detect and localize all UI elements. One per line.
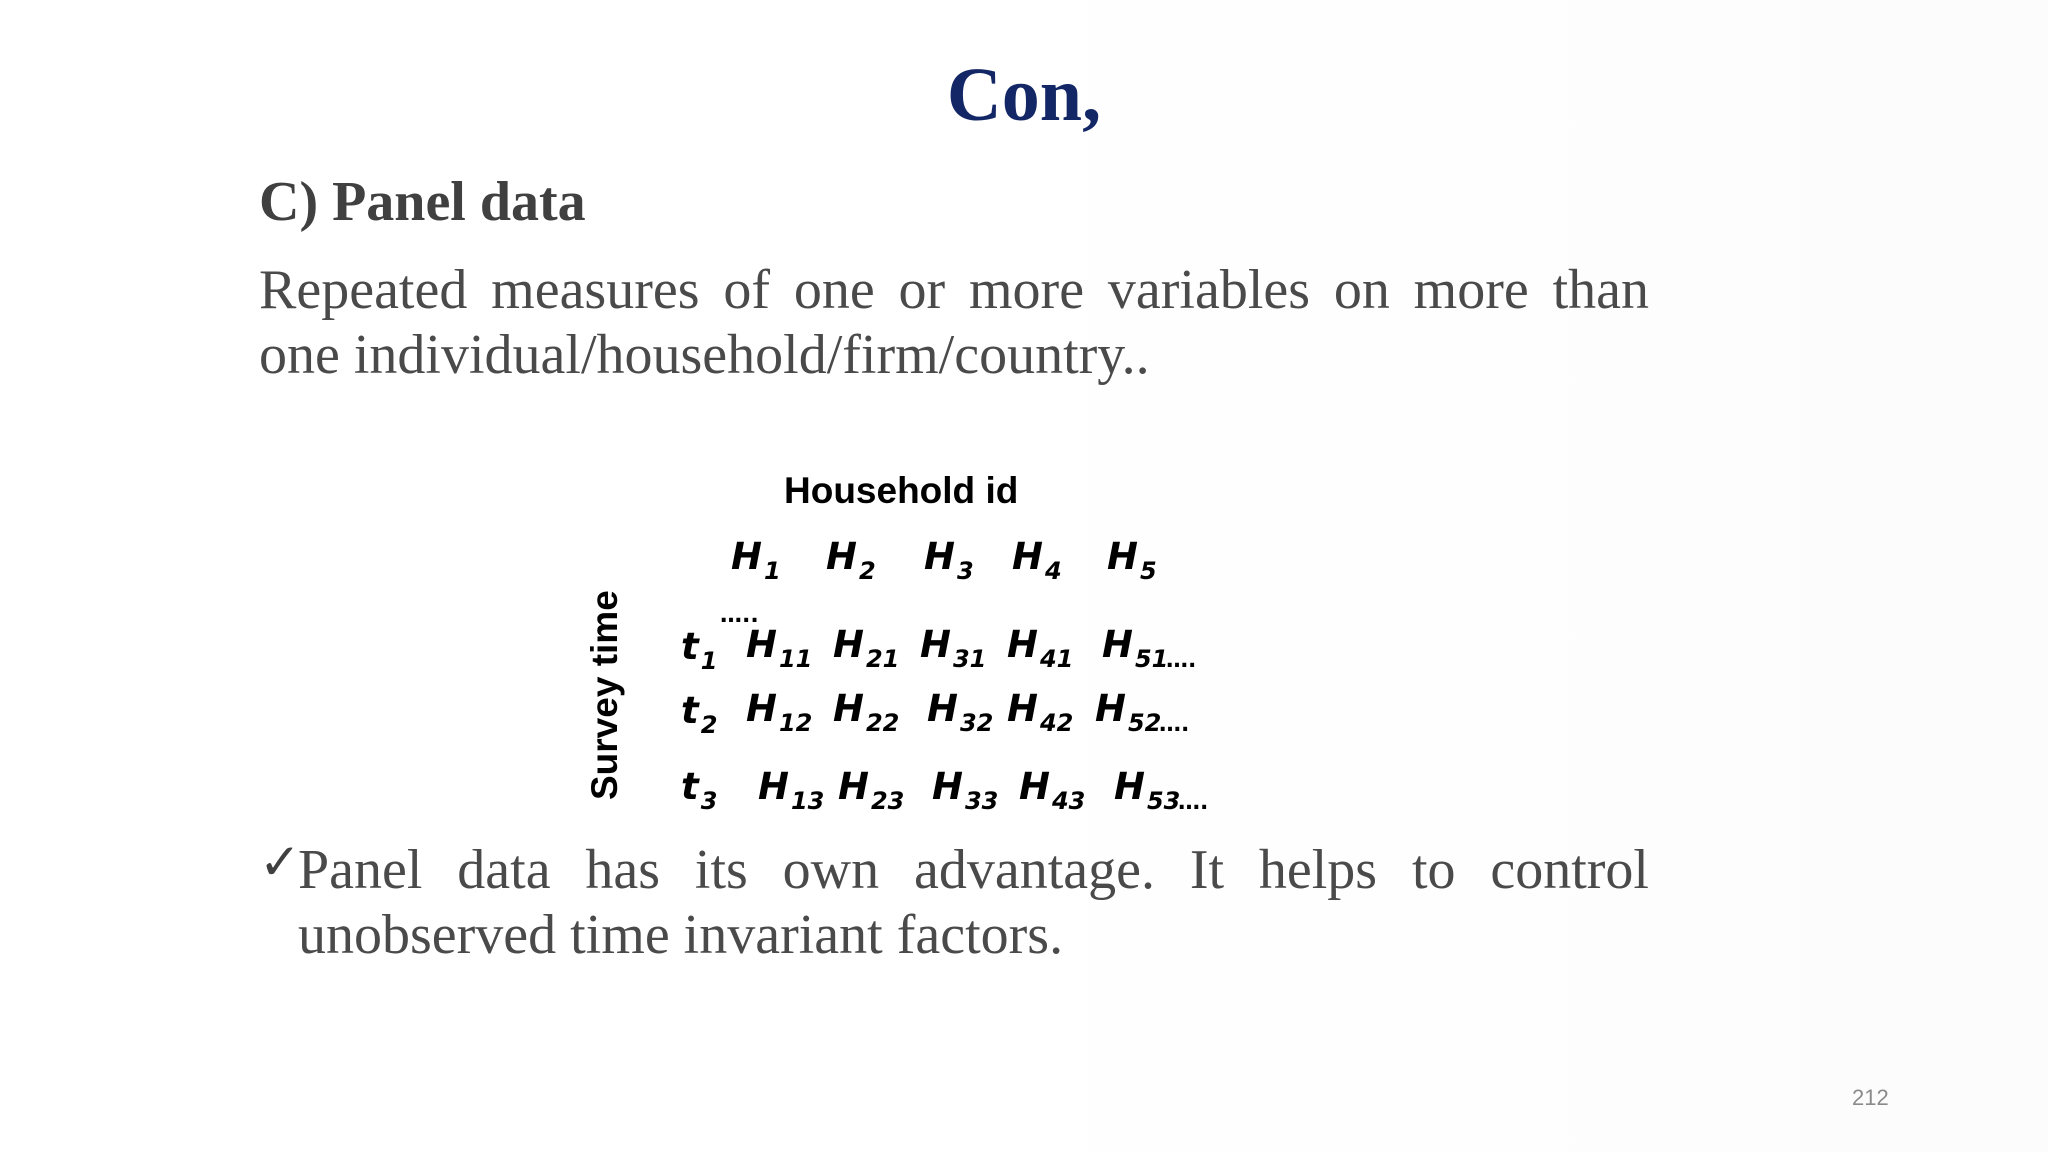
cell-h41: $H_{41}$ (1007, 623, 1074, 673)
time-label-t2: $t_2$ (681, 689, 718, 739)
slide-title-text: Con, (946, 53, 1102, 137)
conclusion-line-2: unobserved time invariant factors. (298, 904, 1064, 966)
cell-h53: $H_{53}$ (1114, 765, 1181, 815)
survey-time-label: Survey time (584, 590, 625, 800)
section-heading: C) Panel data (259, 171, 586, 233)
cell-h23: $H_{23}$ (838, 765, 905, 815)
cell-h33: $H_{33}$ (932, 765, 999, 815)
cell-h31: $H_{31}$ (920, 623, 987, 673)
cell-h51: $H_{51}$ (1102, 623, 1169, 673)
header-cell-h3: $H_3$ (924, 535, 974, 585)
cell-h42: $H_{42}$ (1007, 687, 1074, 737)
row-t2-ellipsis: …. (1159, 712, 1190, 737)
conclusion-line-1: Panel data has its own advantage. It helps to control (298, 839, 1649, 901)
slide-title (0, 52, 2048, 139)
header-ellipsis: ….. (720, 603, 759, 628)
header-cell-h2: $H_2$ (826, 535, 876, 585)
time-label-t1: $t_1$ (681, 625, 718, 675)
row-t1-ellipsis: …. (1166, 648, 1197, 673)
intro-line-1: Repeated measures of one or more variables on more than (259, 259, 1649, 321)
intro-paragraph (259, 258, 1649, 388)
cell-h52: $H_{52}$ (1095, 687, 1162, 737)
cell-h11: $H_{11}$ (746, 623, 813, 673)
cell-h21: $H_{21}$ (833, 623, 900, 673)
row-t3-ellipsis: …. (1178, 790, 1209, 815)
cell-h22: $H_{22}$ (833, 687, 900, 737)
time-label-t3: $t_3$ (681, 765, 718, 815)
page-number: 212 (1852, 1085, 1889, 1110)
cell-h12: $H_{12}$ (746, 687, 813, 737)
conclusion-paragraph (298, 838, 1649, 968)
intro-line-2: one individual/household/firm/country.. (259, 324, 1150, 386)
household-id-label: Household id (784, 470, 1019, 511)
checkmark-icon: ✓ (259, 833, 301, 891)
header-cell-h1: $H_1$ (731, 535, 781, 585)
cell-h43: $H_{43}$ (1019, 765, 1086, 815)
header-cell-h4: $H_4$ (1012, 535, 1062, 585)
cell-h32: $H_{32}$ (927, 687, 994, 737)
cell-h13: $H_{13}$ (758, 765, 825, 815)
header-cell-h5: $H_5$ (1107, 535, 1157, 585)
